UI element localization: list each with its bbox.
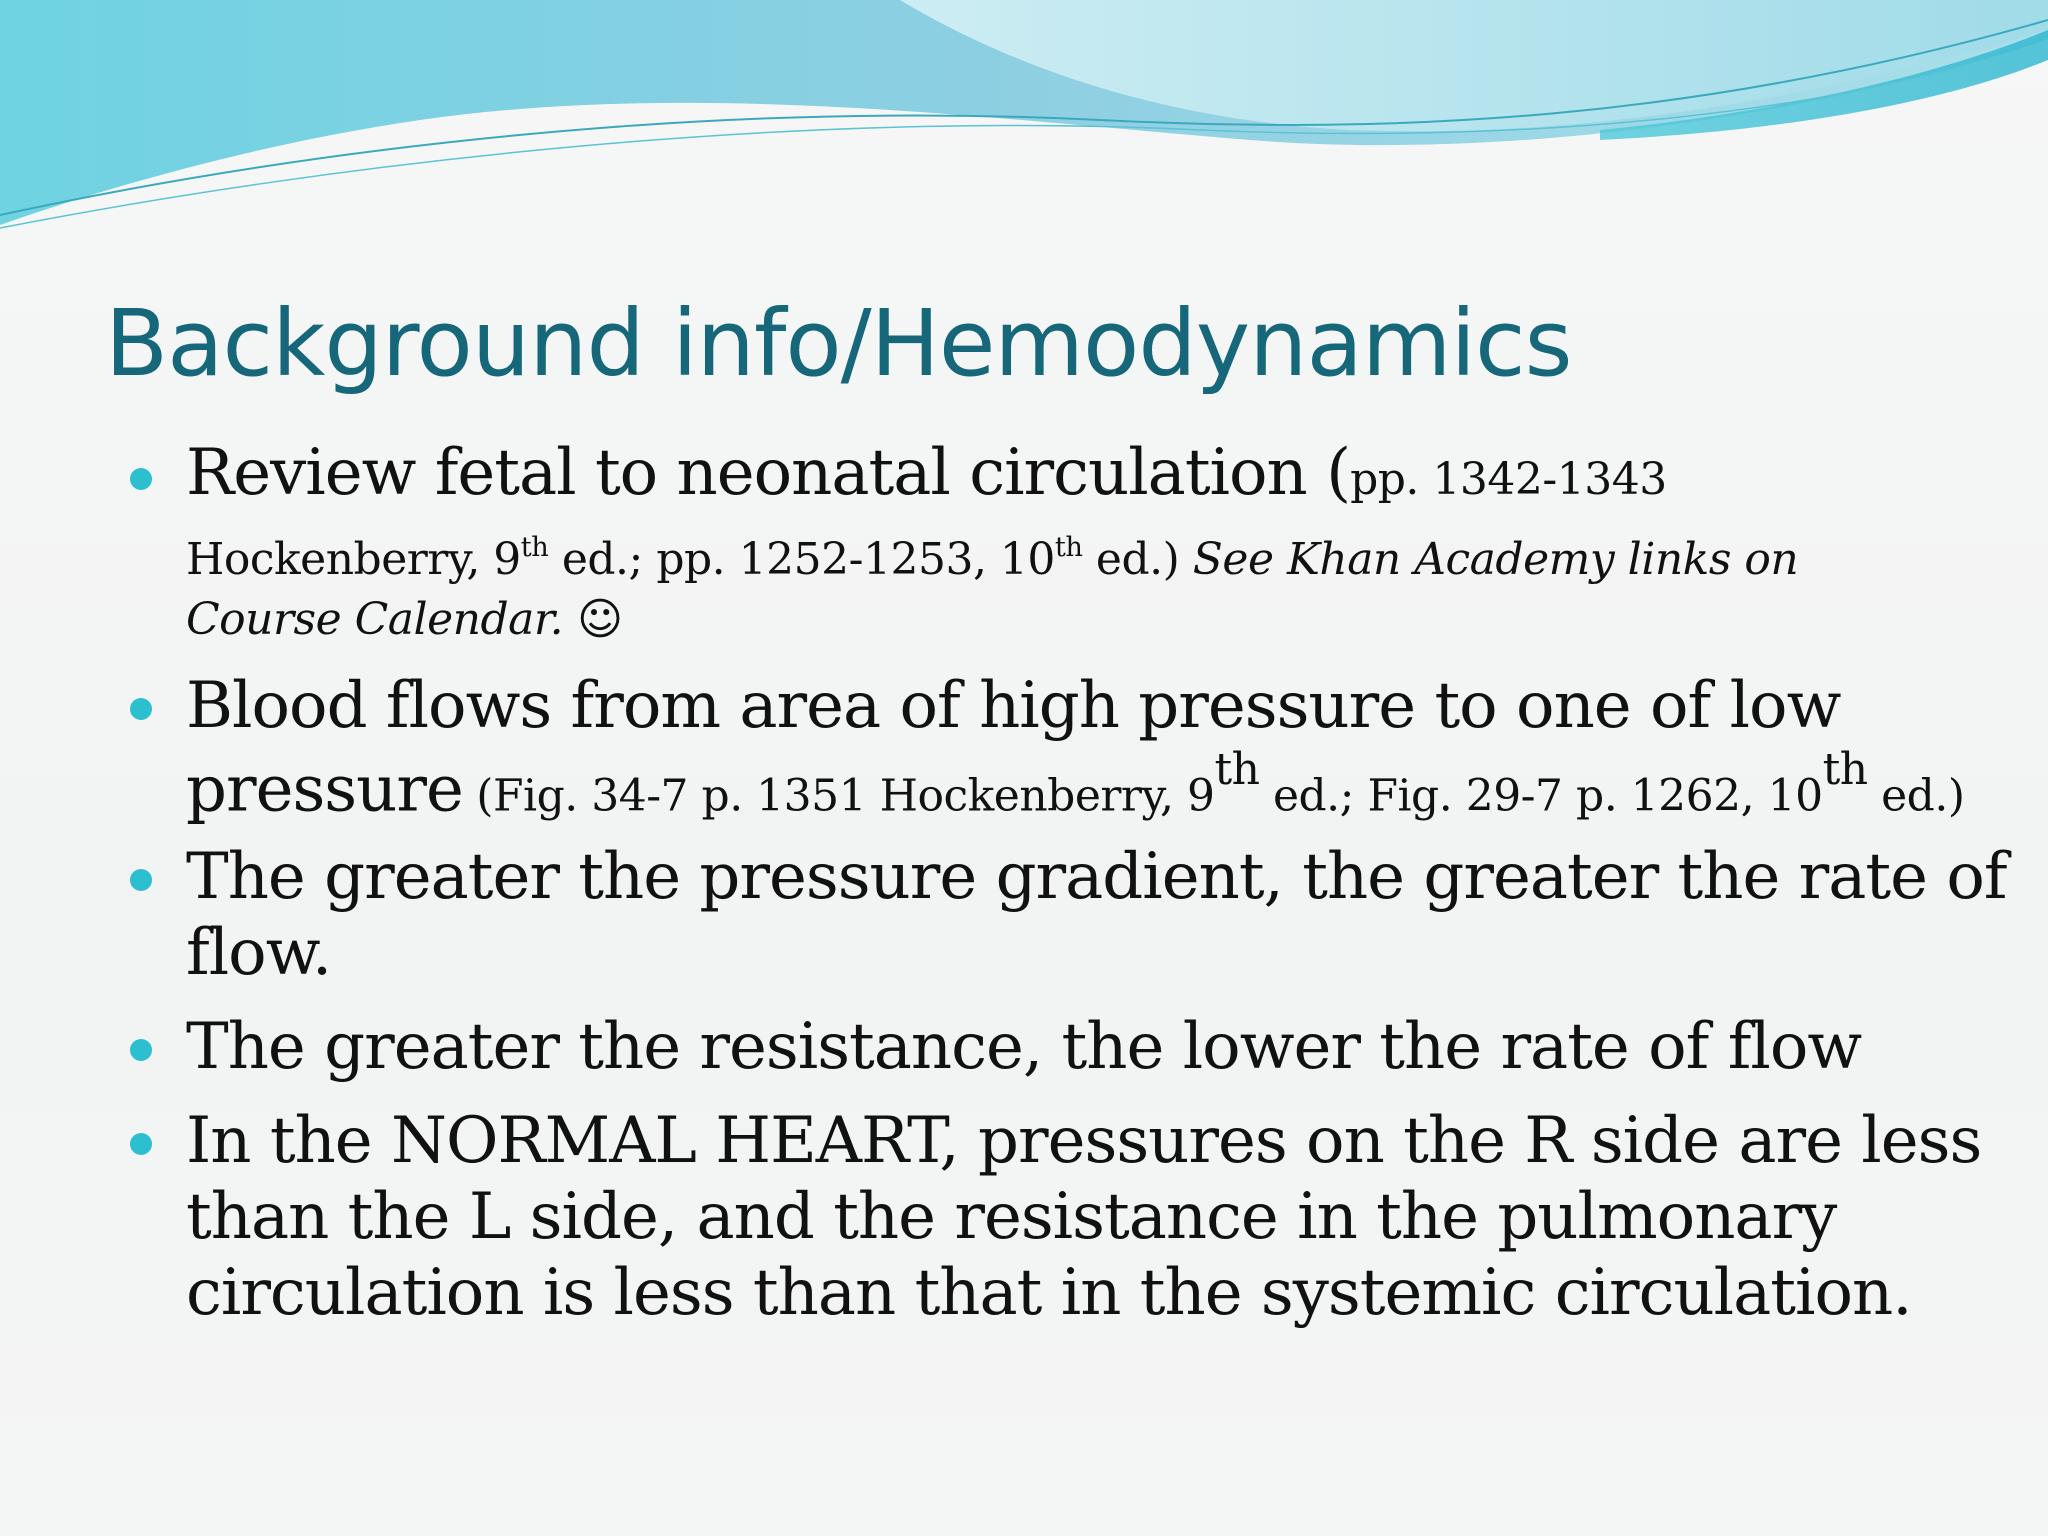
bullet-line: than the L side, and the resistance in the pulmonary [186,1180,1837,1255]
bullet-list [186,435,2016,1331]
bullet-line: Blood flows from area of high pressure to one of low [186,669,1841,743]
khan-academy-note: See Khan Academy links on [1192,534,1799,585]
bullet-reference: pp. 1342-1343 [1350,454,1667,505]
bullet-dot-icon [130,1039,152,1061]
bullet-dot-icon [130,1133,152,1155]
bullet-reference: Hockenberry, 9 [186,534,521,585]
bullet-item-normal-heart [186,1103,2016,1331]
bullet-main-text: Review fetal to neonatal circulation ( [186,436,1351,510]
superscript: th [520,531,549,563]
bullet-reference: (Fig. 34-7 p. 1351 Hockenberry, 9 [462,770,1215,822]
bullet-reference: ed.) [1867,770,1965,822]
header-wave-decoration [0,0,2048,240]
slide-title: Background info/Hemodynamics [105,290,1572,397]
bullet-dot-icon [130,468,152,490]
course-calendar-note: Course Calendar. [186,594,564,645]
bullet-reference: ed.) [1082,534,1193,585]
bullet-line: In the NORMAL HEART, pressures on the R side are less [186,1104,1982,1179]
bullet-item-fetal-circulation [186,435,2016,650]
bullet-item-pressure-gradient [186,839,2016,991]
superscript: th [1822,743,1868,795]
bullet-main-text: pressure [186,752,463,827]
bullet-reference: ed.; pp. 1252-1253, 10 [548,534,1055,585]
bullet-item-blood-flow [186,668,2016,827]
bullet-dot-icon [130,698,152,720]
bullet-line: The greater the pressure gradient, the greater the rate of [186,840,2007,915]
bullet-dot-icon [130,869,152,891]
bullet-item-resistance [186,1009,2016,1085]
bullet-line: circulation is less than that in the systemic circulation. [186,1256,1912,1331]
superscript: th [1214,743,1260,795]
bullet-line: flow. [186,916,332,991]
bullet-line: The greater the resistance, the lower the rate of flow [186,1010,1862,1085]
bullet-reference: ed.; Fig. 29-7 p. 1262, 10 [1259,770,1823,822]
superscript: th [1054,531,1083,563]
smiley-icon: ☺ [577,594,623,645]
